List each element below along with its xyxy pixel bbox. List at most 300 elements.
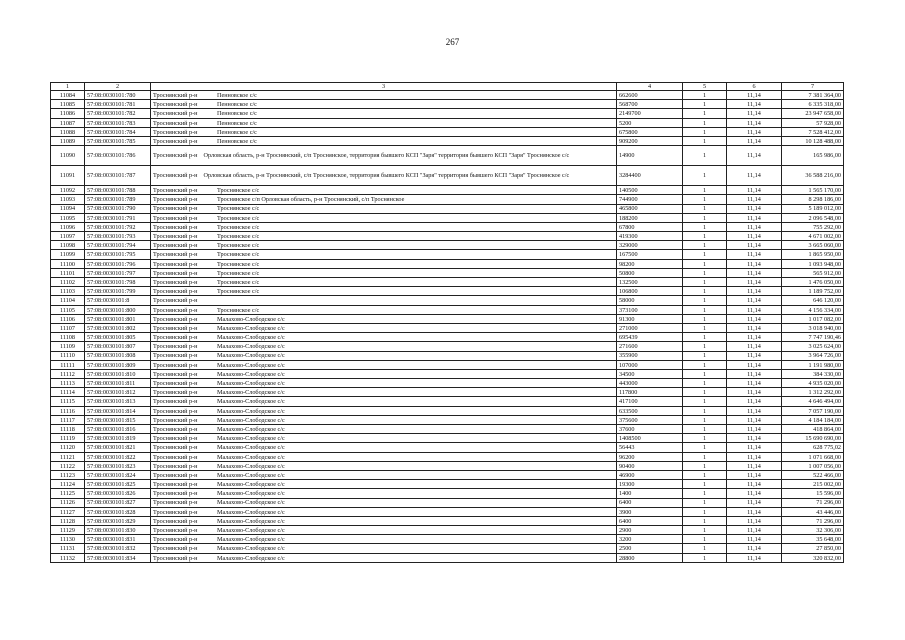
district-label: Троснянский р-н [153, 398, 198, 406]
coefficient-cell: 1 [683, 136, 727, 145]
cadastral-number-cell: 57:08:0030101:794 [85, 241, 151, 250]
rate-cell: 11,14 [727, 360, 782, 369]
settlement-label: Малахово-Слободское с/с [217, 343, 285, 351]
location-cell [151, 397, 617, 406]
settlement-label: Пенновское с/с [217, 119, 257, 127]
cadastral-value-cell: 755 292,00 [782, 222, 844, 231]
rate-cell: 11,14 [727, 379, 782, 388]
cadastral-value-cell: 6 335 318,00 [782, 100, 844, 109]
area-cell: 2500 [617, 544, 683, 553]
location-cell [151, 186, 617, 195]
location-cell [151, 118, 617, 127]
cadastral-value-cell: 522 466,00 [782, 470, 844, 479]
row-number-cell: 11130 [51, 535, 85, 544]
coefficient-cell: 1 [683, 388, 727, 397]
location-cell [151, 204, 617, 213]
coefficient-cell: 1 [683, 369, 727, 378]
cadastral-value-cell: 1 017 082,00 [782, 314, 844, 323]
district-label: Троснянский р-н [153, 527, 198, 535]
settlement-label: Троснянское с/с [217, 242, 260, 250]
coefficient-cell: 1 [683, 146, 727, 166]
area-cell: 568700 [617, 100, 683, 109]
table-row [51, 461, 844, 470]
settlement-label: Малахово-Слободское с/с [217, 407, 285, 415]
coefficient-cell: 1 [683, 452, 727, 461]
area-cell: 3900 [617, 507, 683, 516]
coefficient-cell: 1 [683, 425, 727, 434]
district-label: Троснянский р-н [153, 205, 198, 213]
cadastral-value-cell: 71 296,00 [782, 498, 844, 507]
rate-cell: 11,14 [727, 204, 782, 213]
table-row [51, 232, 844, 241]
cadastral-value-cell: 71 296,00 [782, 516, 844, 525]
coefficient-cell: 1 [683, 241, 727, 250]
table-row [51, 535, 844, 544]
table-row [51, 204, 844, 213]
cadastral-value-cell: 320 832,00 [782, 553, 844, 562]
row-number-cell: 11115 [51, 397, 85, 406]
location-cell [151, 507, 617, 516]
coefficient-cell: 1 [683, 516, 727, 525]
settlement-label: Малахово-Слободское с/с [217, 315, 285, 323]
district-label: Троснянский р-н [153, 315, 198, 323]
settlement-label: Малахово-Слободское с/с [217, 508, 285, 516]
district-label: Троснянский р-н [153, 171, 198, 179]
coefficient-cell: 1 [683, 415, 727, 424]
row-number-cell: 11119 [51, 434, 85, 443]
district-label: Троснянский р-н [153, 343, 198, 351]
table-row [51, 388, 844, 397]
row-number-cell: 11091 [51, 166, 85, 186]
column-header: 4 [617, 83, 683, 91]
district-label: Троснянский р-н [153, 352, 198, 360]
location-cell [151, 166, 617, 186]
cadastral-number-cell: 57:08:0030101:785 [85, 136, 151, 145]
location-cell [151, 296, 617, 305]
area-cell: 375600 [617, 415, 683, 424]
area-cell: 417100 [617, 397, 683, 406]
row-number-cell: 11132 [51, 553, 85, 562]
settlement-label: Малахово-Слободское с/с [217, 398, 285, 406]
district-label: Троснянский р-н [153, 380, 198, 388]
cadastral-number-cell: 57:08:0030101:797 [85, 268, 151, 277]
area-cell: 373100 [617, 305, 683, 314]
rate-cell: 11,14 [727, 250, 782, 259]
settlement-label: Троснянское с/с [217, 288, 260, 296]
rate-cell: 11,14 [727, 498, 782, 507]
table-row [51, 452, 844, 461]
settlement-label: Малахово-Слободское с/с [217, 545, 285, 553]
coefficient-cell: 1 [683, 118, 727, 127]
rate-cell: 11,14 [727, 553, 782, 562]
cadastral-value-cell: 7 381 364,00 [782, 91, 844, 100]
row-number-cell: 11125 [51, 489, 85, 498]
cadastral-number-cell: 57:08:0030101:802 [85, 323, 151, 332]
settlement-label: Орловская область, р-н Троснянский, с/п Троснянское, территория бывшего КСП "Заря" территория бывшего КСП "Заря" Троснянское с/с [203, 171, 570, 179]
table-row [51, 146, 844, 166]
rate-cell: 11,14 [727, 314, 782, 323]
settlement-label: Троснянское с/с [217, 205, 260, 213]
column-header: 2 [85, 83, 151, 91]
area-cell: 28800 [617, 553, 683, 562]
rate-cell: 11,14 [727, 287, 782, 296]
district-label: Троснянский р-н [153, 324, 198, 332]
cadastral-value-cell: 4 184 184,00 [782, 415, 844, 424]
settlement-label: Малахово-Слободское с/с [217, 435, 285, 443]
settlement-label: Малахово-Слободское с/с [217, 536, 285, 544]
area-cell: 271000 [617, 323, 683, 332]
location-cell [151, 213, 617, 222]
cadastral-value-cell: 23 947 658,00 [782, 109, 844, 118]
district-label: Троснянский р-н [153, 490, 198, 498]
row-number-cell: 11120 [51, 443, 85, 452]
district-label: Троснянский р-н [153, 545, 198, 553]
row-number-cell: 11118 [51, 425, 85, 434]
row-number-cell: 11089 [51, 136, 85, 145]
area-cell: 106800 [617, 287, 683, 296]
rate-cell: 11,14 [727, 415, 782, 424]
rate-cell: 11,14 [727, 397, 782, 406]
cadastral-number-cell: 57:08:0030101:801 [85, 314, 151, 323]
settlement-label: Пенновское с/с [217, 101, 257, 109]
location-cell [151, 434, 617, 443]
table-row [51, 480, 844, 489]
area-cell: 2900 [617, 526, 683, 535]
district-label: Троснянский р-н [153, 370, 198, 378]
settlement-label: Малахово-Слободское с/с [217, 453, 285, 461]
table-row [51, 489, 844, 498]
district-label: Троснянский р-н [153, 306, 198, 314]
coefficient-cell: 1 [683, 296, 727, 305]
district-label: Троснянский р-н [153, 119, 198, 127]
coefficient-cell: 1 [683, 250, 727, 259]
cadastral-number-cell: 57:08:0030101:830 [85, 526, 151, 535]
coefficient-cell: 1 [683, 278, 727, 287]
location-cell [151, 461, 617, 470]
location-cell [151, 443, 617, 452]
cadastral-value-cell: 5 189 012,00 [782, 204, 844, 213]
location-cell [151, 452, 617, 461]
rate-cell: 11,14 [727, 222, 782, 231]
cadastral-number-cell: 57:08:0030101:782 [85, 109, 151, 118]
coefficient-cell: 1 [683, 100, 727, 109]
coefficient-cell: 1 [683, 489, 727, 498]
rate-cell: 11,14 [727, 333, 782, 342]
settlement-label: Троснянское с/п Орловская область, р-н Троснянский, с/п Троснянское [217, 196, 405, 204]
cadastral-number-cell: 57:08:0030101:780 [85, 91, 151, 100]
cadastral-value-cell: 165 986,00 [782, 146, 844, 166]
row-number-cell: 11087 [51, 118, 85, 127]
district-label: Троснянский р-н [153, 407, 198, 415]
location-cell [151, 127, 617, 136]
rate-cell: 11,14 [727, 127, 782, 136]
cadastral-number-cell: 57:08:0030101:800 [85, 305, 151, 314]
cadastral-number-cell: 57:08:0030101:814 [85, 406, 151, 415]
rate-cell: 11,14 [727, 526, 782, 535]
cadastral-number-cell: 57:08:0030101:810 [85, 369, 151, 378]
rate-cell: 11,14 [727, 166, 782, 186]
cadastral-number-cell: 57:08:0030101:799 [85, 287, 151, 296]
table-row [51, 278, 844, 287]
row-number-cell: 11099 [51, 250, 85, 259]
cadastral-number-cell: 57:08:0030101:809 [85, 360, 151, 369]
cadastral-value-cell: 628 775,02 [782, 443, 844, 452]
district-label: Троснянский р-н [153, 554, 198, 562]
land-cadastre-table [50, 82, 844, 563]
cadastral-value-cell: 1 071 668,00 [782, 452, 844, 461]
row-number-cell: 11085 [51, 100, 85, 109]
cadastral-value-cell: 1 191 980,00 [782, 360, 844, 369]
settlement-label: Троснянское с/с [217, 269, 260, 277]
cadastral-number-cell: 57:08:0030101:822 [85, 452, 151, 461]
district-label: Троснянский р-н [153, 444, 198, 452]
district-label: Троснянский р-н [153, 233, 198, 241]
table-row [51, 406, 844, 415]
table-row [51, 109, 844, 118]
table-row [51, 333, 844, 342]
coefficient-cell: 1 [683, 333, 727, 342]
area-cell: 5200 [617, 118, 683, 127]
cadastral-value-cell: 32 306,00 [782, 526, 844, 535]
area-cell: 465800 [617, 204, 683, 213]
table-row [51, 287, 844, 296]
settlement-label: Орловская область, р-н Троснянский, с/п Троснянское, территория бывшего КСП "Заря" территория бывшего КСП "Заря" Троснянское с/с [203, 151, 570, 159]
cadastral-number-cell: 57:08:0030101:783 [85, 118, 151, 127]
rate-cell: 11,14 [727, 259, 782, 268]
cadastral-number-cell: 57:08:0030101:787 [85, 166, 151, 186]
district-label: Троснянский р-н [153, 242, 198, 250]
coefficient-cell: 1 [683, 127, 727, 136]
cadastral-number-cell: 57:08:0030101:825 [85, 480, 151, 489]
coefficient-cell: 1 [683, 268, 727, 277]
cadastral-number-cell: 57:08:0030101:832 [85, 544, 151, 553]
rate-cell: 11,14 [727, 146, 782, 166]
coefficient-cell: 1 [683, 342, 727, 351]
district-label: Троснянский р-н [153, 425, 198, 433]
cadastral-value-cell: 1 476 050,00 [782, 278, 844, 287]
district-label: Троснянский р-н [153, 435, 198, 443]
table-row [51, 470, 844, 479]
settlement-label: Малахово-Слободское с/с [217, 370, 285, 378]
row-number-cell: 11123 [51, 470, 85, 479]
coefficient-cell: 1 [683, 314, 727, 323]
rate-cell: 11,14 [727, 268, 782, 277]
district-label: Троснянский р-н [153, 499, 198, 507]
settlement-label: Малахово-Слободское с/с [217, 527, 285, 535]
location-cell [151, 470, 617, 479]
area-cell: 46900 [617, 470, 683, 479]
cadastral-value-cell: 1 865 950,00 [782, 250, 844, 259]
row-number-cell: 11113 [51, 379, 85, 388]
coefficient-cell: 1 [683, 166, 727, 186]
rate-cell: 11,14 [727, 535, 782, 544]
cadastral-number-cell: 57:08:0030101:8 [85, 296, 151, 305]
cadastral-number-cell: 57:08:0030101:781 [85, 100, 151, 109]
area-cell: 14900 [617, 146, 683, 166]
area-cell: 90400 [617, 461, 683, 470]
settlement-label: Малахово-Слободское с/с [217, 416, 285, 424]
row-number-cell: 11093 [51, 195, 85, 204]
rate-cell: 11,14 [727, 278, 782, 287]
coefficient-cell: 1 [683, 232, 727, 241]
area-cell: 675800 [617, 127, 683, 136]
district-label: Троснянский р-н [153, 453, 198, 461]
cadastral-number-cell: 57:08:0030101:807 [85, 342, 151, 351]
row-number-cell: 11104 [51, 296, 85, 305]
row-number-cell: 11122 [51, 461, 85, 470]
settlement-label: Троснянское с/с [217, 214, 260, 222]
table-row [51, 241, 844, 250]
location-cell [151, 278, 617, 287]
table-row [51, 305, 844, 314]
page-number: 267 [445, 37, 460, 47]
row-number-cell: 11114 [51, 388, 85, 397]
row-number-cell: 11088 [51, 127, 85, 136]
rate-cell: 11,14 [727, 425, 782, 434]
location-cell [151, 323, 617, 332]
row-number-cell: 11102 [51, 278, 85, 287]
column-header: 6 [727, 83, 782, 91]
district-label: Троснянский р-н [153, 389, 198, 397]
area-cell: 6400 [617, 498, 683, 507]
table-row [51, 379, 844, 388]
coefficient-cell: 1 [683, 195, 727, 204]
cadastral-value-cell: 1 565 170,00 [782, 186, 844, 195]
cadastral-value-cell: 418 864,00 [782, 425, 844, 434]
coefficient-cell: 1 [683, 379, 727, 388]
location-cell [151, 333, 617, 342]
rate-cell: 11,14 [727, 388, 782, 397]
table-row [51, 369, 844, 378]
row-number-cell: 11126 [51, 498, 85, 507]
settlement-label: Малахово-Слободское с/с [217, 389, 285, 397]
table-row [51, 351, 844, 360]
area-cell: 96200 [617, 452, 683, 461]
row-number-cell: 11100 [51, 259, 85, 268]
area-cell: 132500 [617, 278, 683, 287]
cadastral-value-cell: 3 025 624,00 [782, 342, 844, 351]
table-row [51, 443, 844, 452]
table-row [51, 342, 844, 351]
cadastral-value-cell: 4 156 334,00 [782, 305, 844, 314]
area-cell: 1408500 [617, 434, 683, 443]
cadastral-value-cell: 2 096 548,00 [782, 213, 844, 222]
cadastral-number-cell: 57:08:0030101:829 [85, 516, 151, 525]
table-row [51, 553, 844, 562]
cadastral-number-cell: 57:08:0030101:813 [85, 397, 151, 406]
cadastral-value-cell: 1 312 292,00 [782, 388, 844, 397]
location-cell [151, 146, 617, 166]
row-number-cell: 11116 [51, 406, 85, 415]
location-cell [151, 136, 617, 145]
area-cell: 355900 [617, 351, 683, 360]
location-cell [151, 314, 617, 323]
district-label: Троснянский р-н [153, 110, 198, 118]
row-number-cell: 11121 [51, 452, 85, 461]
cadastral-number-cell: 57:08:0030101:828 [85, 507, 151, 516]
row-number-cell: 11109 [51, 342, 85, 351]
location-cell [151, 369, 617, 378]
cadastral-value-cell: 384 330,00 [782, 369, 844, 378]
rate-cell: 11,14 [727, 406, 782, 415]
table-row [51, 127, 844, 136]
location-cell [151, 232, 617, 241]
row-number-cell: 11124 [51, 480, 85, 489]
district-label: Троснянский р-н [153, 517, 198, 525]
location-cell [151, 287, 617, 296]
cadastral-number-cell: 57:08:0030101:788 [85, 186, 151, 195]
cadastral-value-cell: 1 007 056,00 [782, 461, 844, 470]
settlement-label: Малахово-Слободское с/с [217, 517, 285, 525]
district-label: Троснянский р-н [153, 260, 198, 268]
settlement-label: Троснянское с/с [217, 223, 260, 231]
settlement-label: Малахово-Слободское с/с [217, 380, 285, 388]
settlement-label: Троснянское с/с [217, 278, 260, 286]
rate-cell: 11,14 [727, 351, 782, 360]
rate-cell: 11,14 [727, 516, 782, 525]
settlement-label: Малахово-Слободское с/с [217, 334, 285, 342]
rate-cell: 11,14 [727, 452, 782, 461]
settlement-label: Малахово-Слободское с/с [217, 499, 285, 507]
table-row [51, 434, 844, 443]
settlement-label: Троснянское с/с [217, 251, 260, 259]
rate-cell: 11,14 [727, 489, 782, 498]
row-number-cell: 11110 [51, 351, 85, 360]
district-label: Троснянский р-н [153, 269, 198, 277]
area-cell: 56443 [617, 443, 683, 452]
coefficient-cell: 1 [683, 91, 727, 100]
row-number-cell: 11117 [51, 415, 85, 424]
row-number-cell: 11128 [51, 516, 85, 525]
district-label: Троснянский р-н [153, 137, 198, 145]
cadastral-number-cell: 57:08:0030101:791 [85, 213, 151, 222]
district-label: Троснянский р-н [153, 196, 198, 204]
district-label: Троснянский р-н [153, 334, 198, 342]
coefficient-cell: 1 [683, 305, 727, 314]
location-cell [151, 526, 617, 535]
table-row [51, 213, 844, 222]
coefficient-cell: 1 [683, 351, 727, 360]
location-cell [151, 489, 617, 498]
district-label: Троснянский р-н [153, 471, 198, 479]
table-row [51, 118, 844, 127]
rate-cell: 11,14 [727, 100, 782, 109]
rate-cell: 11,14 [727, 241, 782, 250]
coefficient-cell: 1 [683, 186, 727, 195]
area-cell: 2149700 [617, 109, 683, 118]
settlement-label: Малахово-Слободское с/с [217, 324, 285, 332]
district-label: Троснянский р-н [153, 91, 198, 99]
rate-cell: 11,14 [727, 232, 782, 241]
coefficient-cell: 1 [683, 204, 727, 213]
cadastral-number-cell: 57:08:0030101:831 [85, 535, 151, 544]
row-number-cell: 11103 [51, 287, 85, 296]
coefficient-cell: 1 [683, 470, 727, 479]
settlement-label: Малахово-Слободское с/с [217, 444, 285, 452]
cadastral-value-cell: 646 120,00 [782, 296, 844, 305]
cadastral-number-cell: 57:08:0030101:798 [85, 278, 151, 287]
cadastral-number-cell: 57:08:0030101:793 [85, 232, 151, 241]
rate-cell: 11,14 [727, 480, 782, 489]
row-number-cell: 11096 [51, 222, 85, 231]
cadastral-value-cell: 7 057 190,00 [782, 406, 844, 415]
rate-cell: 11,14 [727, 118, 782, 127]
area-cell: 3200 [617, 535, 683, 544]
coefficient-cell: 1 [683, 498, 727, 507]
row-number-cell: 11101 [51, 268, 85, 277]
settlement-label: Малахово-Слободское с/с [217, 471, 285, 479]
row-number-cell: 11094 [51, 204, 85, 213]
